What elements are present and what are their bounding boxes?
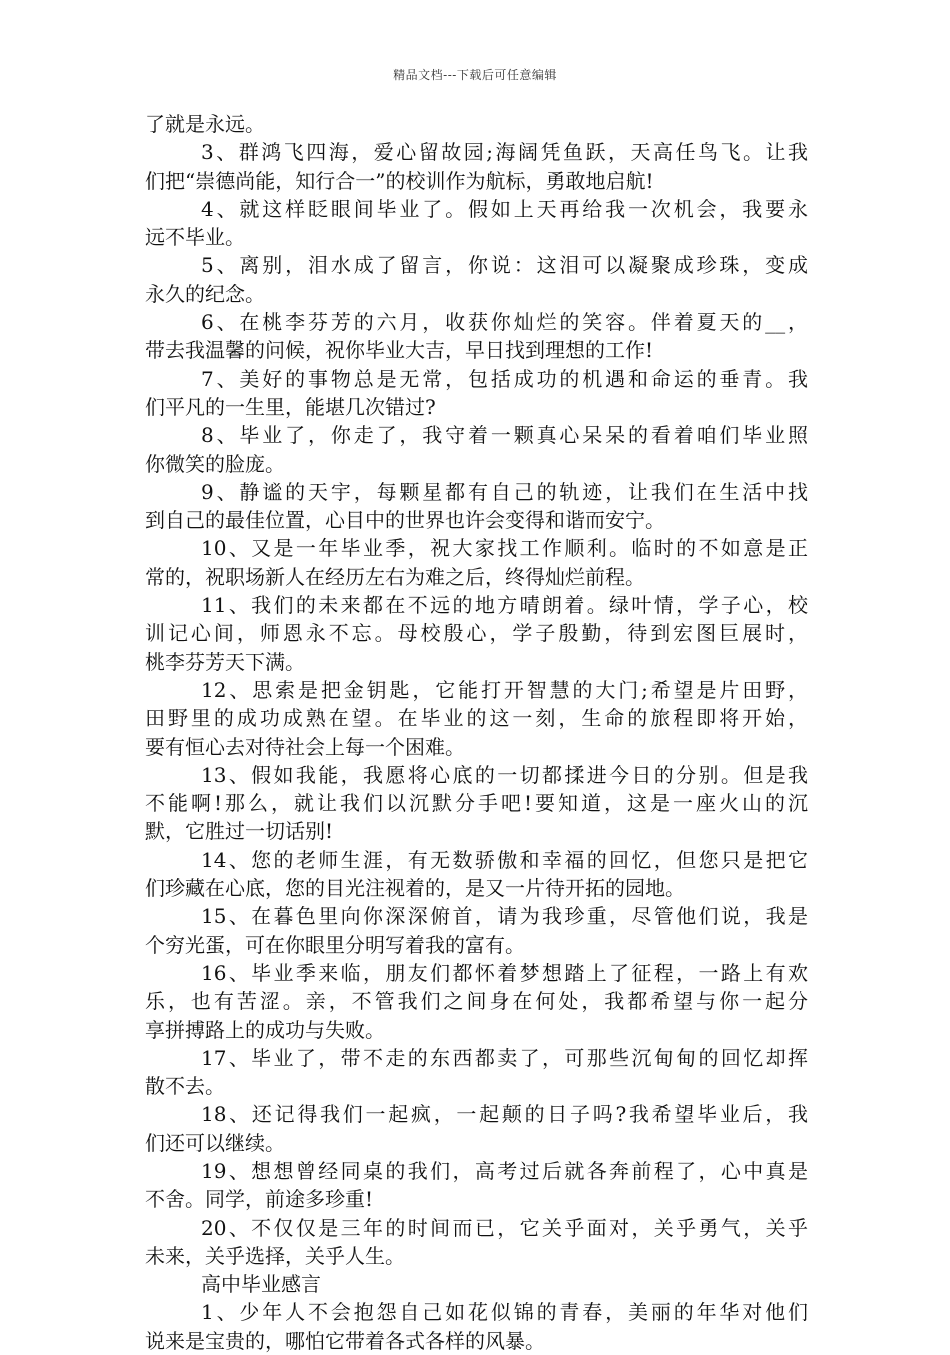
paragraph-line: 散不去。: [145, 1074, 225, 1099]
paragraph-line: 未来，关乎选择，关乎人生。: [145, 1243, 405, 1268]
paragraph-line: 到自己的最佳位置，心目中的世界也许会变得和谐而安宁。: [145, 508, 665, 533]
paragraph-first-line: 3、群鸿飞四海，爱心留故园;海阔凭鱼跃，天高任鸟飞。让我: [201, 140, 808, 165]
paragraph-line: 不舍。同学，前途多珍重!: [145, 1187, 374, 1212]
paragraph-line: 默，它胜过一切话别!: [145, 819, 334, 844]
paragraph-line: 常的，祝职场新人在经历左右为难之后，终得灿烂前程。: [145, 564, 645, 589]
paragraph-line: 远不毕业。: [145, 225, 245, 250]
paragraph-line: 乐，也有苦涩。亲，不管我们之间身在何处，我都希望与你一起分: [145, 989, 808, 1014]
paragraph-line: 你微笑的脸庞。: [145, 451, 285, 476]
paragraph-line: 田野里的成功成熟在望。在毕业的这一刻，生命的旅程即将开始，: [145, 706, 808, 731]
paragraph-first-line: 5、离别，泪水成了留言，你说：这泪可以凝聚成珍珠，变成: [201, 253, 808, 278]
paragraph-first-line: 18、还记得我们一起疯，一起颠的日子吗?我希望毕业后，我: [201, 1102, 808, 1127]
paragraph-line: 们还可以继续。: [145, 1130, 285, 1155]
paragraph-line: 了就是永远。: [145, 112, 265, 136]
paragraph-first-line: 10、又是一年毕业季，祝大家找工作顺利。临时的不如意是正: [201, 536, 808, 561]
paragraph-line: 带去我温馨的问候，祝你毕业大吉，早日找到理想的工作!: [145, 338, 654, 363]
paragraph-first-line: 13、假如我能，我愿将心底的一切都揉进今日的分别。但是我: [201, 762, 808, 787]
paragraph-line: 享拼搏路上的成功与失败。: [145, 1017, 385, 1042]
paragraph-first-line: 14、您的老师生涯，有无数骄傲和幸福的回忆，但您只是把它: [201, 847, 808, 872]
paragraph-first-line: 11、我们的未来都在不远的地方晴朗着。绿叶情，学子心，校: [201, 593, 808, 618]
paragraph-first-line: 7、美好的事物总是无常，包括成功的机遇和命运的垂青。我: [201, 366, 808, 391]
paragraph-line: 说来是宝贵的，哪怕它带着各式各样的风暴。: [145, 1328, 545, 1353]
paragraph-first-line: 9、静谧的天宇，每颗星都有自己的轨迹，让我们在生活中找: [201, 479, 808, 504]
paragraph-line: 个穷光蛋，可在你眼里分明写着我的富有。: [145, 932, 525, 957]
paragraph-line: 们平凡的一生里，能堪几次错过?: [145, 394, 436, 419]
paragraph-line: 不能啊!那么，就让我们以沉默分手吧!要知道，这是一座火山的沉: [145, 791, 808, 816]
document-body: [145, 110, 808, 1355]
paragraph-first-line: 高中毕业感言: [201, 1272, 321, 1297]
paragraph-first-line: 4、就这样眨眼间毕业了。假如上天再给我一次机会，我要永: [201, 196, 808, 221]
paragraph-line: 要有恒心去对待社会上每一个困难。: [145, 734, 465, 759]
paragraph-first-line: 12、思索是把金钥匙，它能打开智慧的大门;希望是片田野，: [201, 677, 808, 702]
paragraph-first-line: 17、毕业了，带不走的东西都卖了，可那些沉甸甸的回忆却挥: [201, 1045, 808, 1070]
paragraph-first-line: 1、少年人不会抱怨自己如花似锦的青春，美丽的年华对他们: [201, 1300, 808, 1325]
paragraph-first-line: 8、毕业了，你走了，我守着一颗真心呆呆的看着咱们毕业照: [201, 423, 808, 448]
paragraph-line: 永久的纪念。: [145, 281, 265, 306]
paragraph-first-line: 19、想想曾经同桌的我们，高考过后就各奔前程了，心中真是: [201, 1158, 808, 1183]
paragraph-line: 们珍藏在心底，您的目光注视着的，是又一片待开拓的园地。: [145, 876, 685, 901]
paragraph-line: 桃李芬芳天下满。: [145, 649, 305, 674]
paragraph-first-line: 15、在暮色里向你深深俯首，请为我珍重，尽管他们说，我是: [201, 904, 808, 929]
paragraph-first-line: 20、不仅仅是三年的时间而已，它关乎面对，关乎勇气，关乎: [201, 1215, 808, 1240]
paragraph-first-line: 6、在桃李芬芳的六月，收获你灿烂的笑容。伴着夏天的__，: [201, 310, 808, 335]
paragraph-line: 训记心间，师恩永不忘。母校殷心，学子殷勤，待到宏图巨展时，: [145, 621, 808, 646]
page-header: 精品文档---下载后可任意编辑: [393, 68, 557, 82]
paragraph-first-line: 16、毕业季来临，朋友们都怀着梦想踏上了征程，一路上有欢: [201, 960, 808, 985]
paragraph-line: 们把“崇德尚能，知行合一”的校训作为航标，勇敢地启航!: [145, 168, 654, 193]
